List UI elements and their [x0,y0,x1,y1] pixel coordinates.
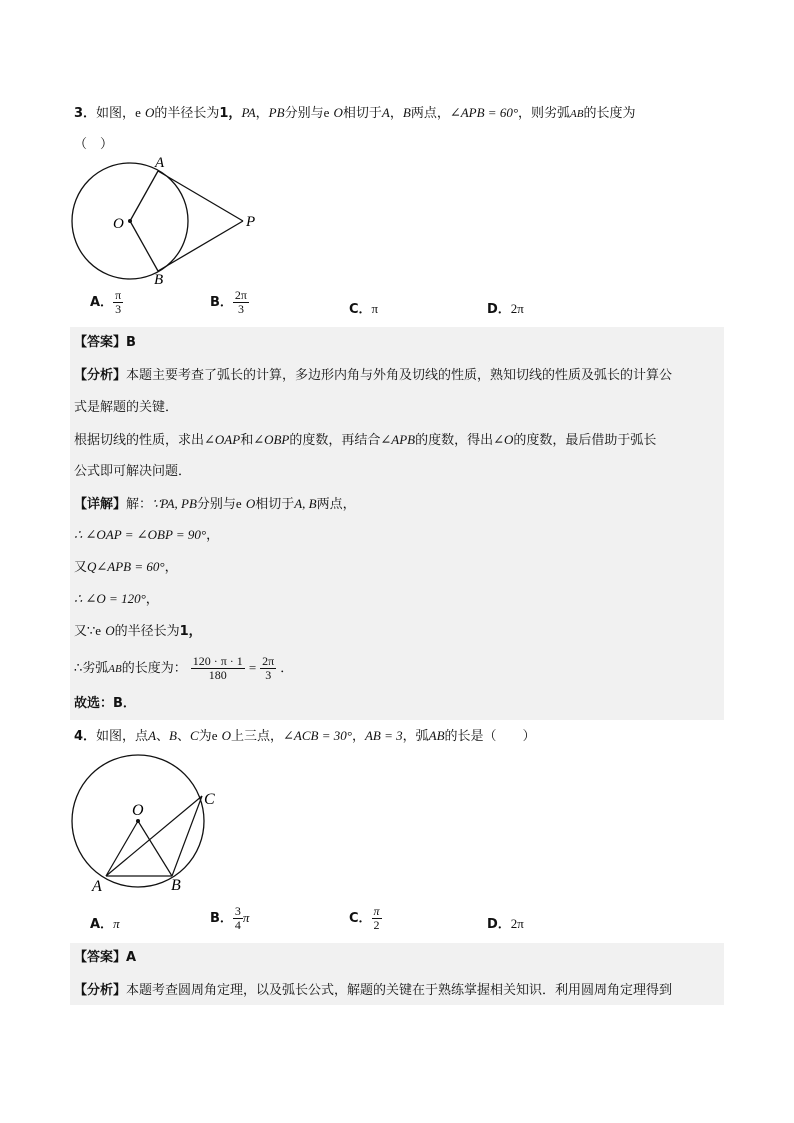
q3-detail-line7: 故选：B． [74,696,136,711]
q3-figure [66,150,276,290]
q3-detail-line3: 又Q∠APB = 60°， [74,559,178,575]
q4-option-d[interactable]: D．2π [487,916,524,932]
q3-stem: 3．如图，e O的半径长为1，PA，PB分别与e O相切于A，B两点，∠APB = 60°，则劣弧AB的长度为 [74,105,636,121]
q3-arc: AB [570,108,584,120]
q3-option-a[interactable]: A． $\frac{\pi}{3}$ [90,288,122,316]
q3-option-c[interactable]: C．π [349,301,379,317]
q3-answer: 【答案】B [74,335,136,350]
q3-label-a: A [155,155,165,171]
q3-detail-line2: ∴ ∠OAP = ∠OBP = 90°， [74,527,220,543]
q3-analysis-line4: 公式即可解决问题． [74,464,192,479]
q4-option-a[interactable]: A．π [90,916,120,932]
q4-figure [66,752,226,897]
q3-option-b[interactable]: B． $\frac{2\pi}{3}$ [210,288,247,316]
q4-number: 4． [74,729,97,744]
q4-analysis-line1: 【分析】本题考查圆周角定理，以及弧长公式，解题的关键在于熟练掌握相关知识．利用圆周角定理得到 [74,983,673,998]
q4-seg-ob [138,821,172,876]
q4-label-o: O [132,802,144,819]
q3-number: 3． [74,106,97,121]
circle-symbol: e [135,105,141,120]
q3-detail-line6: ∴劣弧AB的长度为： $\frac{120 \cdot \pi \cdot 1}{180}$ = $\frac{2\pi}{3}$ ． [74,654,294,682]
q3-label-p: P [246,214,256,230]
q4-label-c: C [204,791,215,808]
q3-detail-line5: 又∵e O的半径长为1， [74,623,202,639]
q3-angle: ∠APB = 60° [449,105,519,120]
q3-tangent-pa [158,171,243,221]
q4-label-b: B [171,877,181,894]
q3-label-b: B [154,272,164,288]
q3-detail-line4: ∴ ∠O = 120°， [74,591,159,607]
q4-seg-oa [106,821,138,876]
q3-center-dot [128,219,132,223]
q3-paren: （ ） [74,137,114,152]
q4-option-c[interactable]: C． $\frac{\pi}{2}$ [349,904,380,932]
q3-tangent-pb [158,221,243,271]
q4-option-b[interactable]: B． $\frac{3}{4}$ π [210,904,250,932]
q3-label-o: O [113,216,124,232]
q4-center-dot [136,819,140,823]
q4-angle: ∠ACB = 30° [283,728,352,743]
q3-radius-ob [130,221,158,271]
q3-radius-oa [130,171,158,221]
q3-analysis-line2: 式是解题的关键． [74,400,179,415]
q3-option-d[interactable]: D．2π [487,301,524,317]
q3-detail-line1: 【详解】解：∵PA, PB分别与e O相切于A, B两点， [74,496,356,512]
q3-analysis-line1: 【分析】本题主要考查了弧长的计算，多边形内角与外角及切线的性质，熟知切线的性质及弧长的计算公 [74,368,673,383]
q4-stem: 4．如图，点A、B、C为e O上三点，∠ACB = 30°，AB = 3，弧AB的长是（ ） [74,728,536,744]
q3-analysis-line3: 根据切线的性质，求出∠OAP和∠OBP的度数，再结合∠APB的度数，得出∠O的度数，最后借助于弧长 [74,432,657,448]
q4-answer: 【答案】A [74,950,137,965]
q4-label-a: A [92,878,102,895]
